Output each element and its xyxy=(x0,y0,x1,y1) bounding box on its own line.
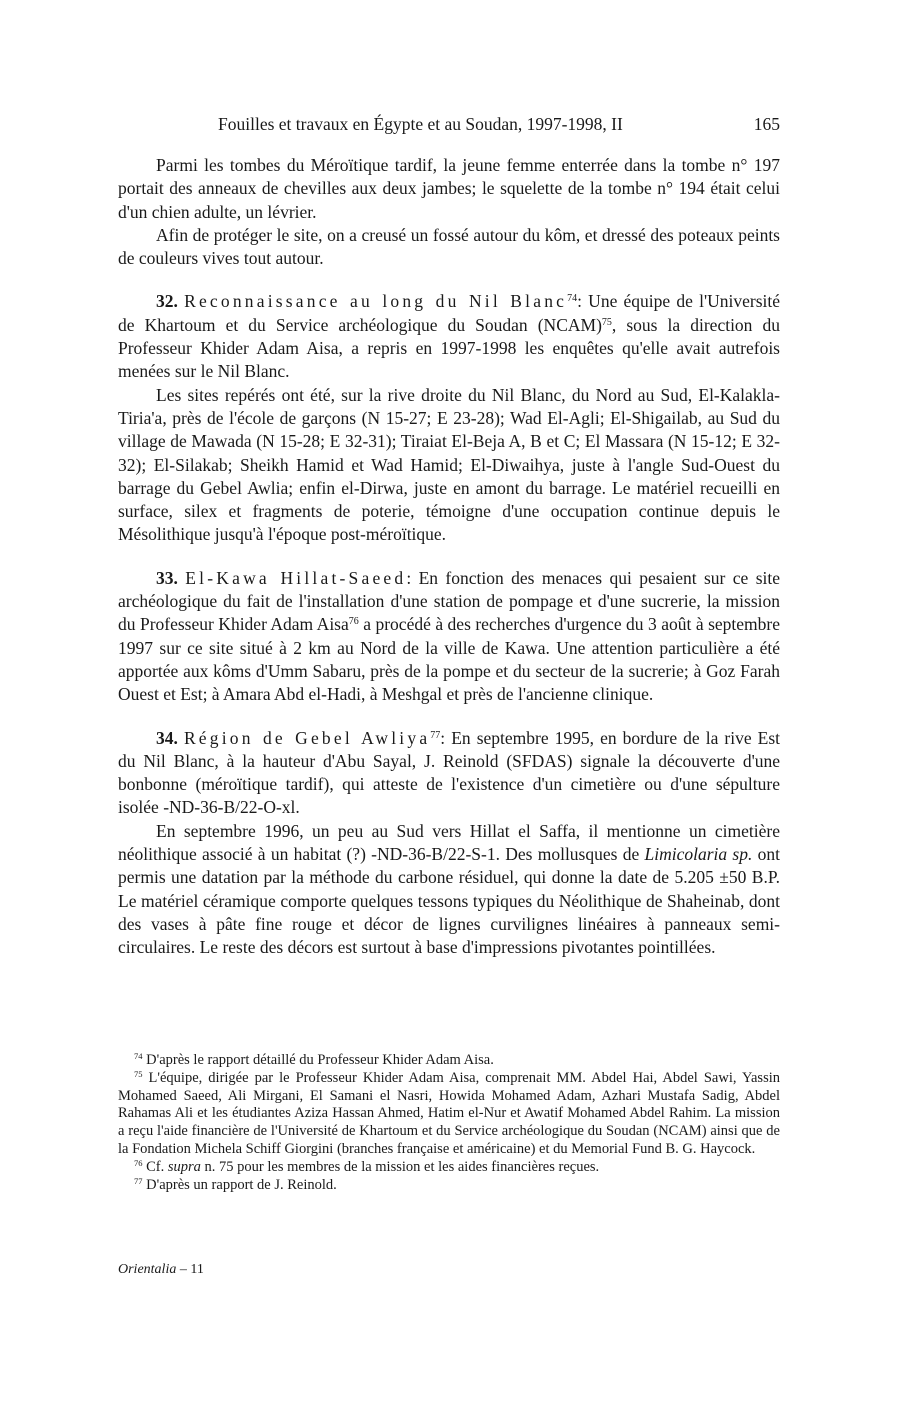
footnote-text: L'équipe, dirigée par le Professeur Khider Adam Aisa, comprenait MM. Abdel Hai, Abdel Sawi, Yassin Mohamed Saeed, Ali Mirgani, El Samani el Nasri, Howida Mohamed Adam, Azhari Mustafa Sadig, Abdel Rahamas Ali et les étudiantes Aziza Hassan Ahmed, Hatim el-Nur et Awatif Mohamed Abdel Rahim. La mission a reçu l'aide financière de l'Université de Khartoum et du Service archéologique du Soudan (NCAM) ainsi que de la Fondation Michela Schiff Giorgini (branches française et américaine) et du Memorial Fund B. G. Haycock. xyxy=(118,1069,780,1157)
section-number: 32. xyxy=(156,291,178,312)
section-number: 34. xyxy=(156,727,178,748)
section-number: 33. xyxy=(156,567,178,588)
section-title: Région de Gebel Awliya xyxy=(183,727,431,748)
paragraph-text: En septembre 1996, un peu au Sud vers Hillat el Saffa, il mentionne un cimetière néolithique associé à un habitat (?) -ND-36-B/22-S-1. Des mollusques de xyxy=(118,820,780,865)
section-32-paragraph xyxy=(118,290,780,383)
running-title: Fouilles et travaux en Égypte et au Soudan, 1997-1998, II xyxy=(218,114,623,134)
section-33-paragraph xyxy=(118,567,780,707)
signature-number: – 11 xyxy=(176,1262,204,1277)
footnote-ref: 77 xyxy=(430,729,441,741)
paragraph-text: ont permis une datation par la méthode du carbone résiduel, qui donne la date de 5.205 ±50 B.P. Le matériel céramique comporte quelques tessons typiques du Néolithique de Shaheinab, dont des vases à pâte fine rouge et décor de lignes curvilignes linéaires à panneaux semi-circulaires. Le reste des décors est surtout à base d'impressions pivotantes pointillées. xyxy=(118,844,780,958)
running-head xyxy=(118,112,780,140)
body-text xyxy=(118,154,780,960)
section-text: : En septembre 1995, en bordure de la rive Est du Nil Blanc, à la hauteur d'Abu Sayal, J. Reinold (SFDAS) signale la découverte d'une bonbonne (méroïtique tardif), qui atteste de l'existence d'un cimetière ou d'une sépulture isolée -ND-36-B/22-O-xl. xyxy=(118,727,781,818)
section-text: , sous la direction du Professeur Khider Adam Aisa, a repris en 1997-1998 les enquêtes qu'elle avait autrefois menées sur le Nil Blanc. xyxy=(118,314,780,382)
footnote-number: 74 xyxy=(134,1051,143,1061)
footnote-text: Cf. xyxy=(142,1158,168,1175)
footnote-text: D'après le rapport détaillé du Professeur Khider Adam Aisa. xyxy=(142,1052,494,1068)
footnote-number: 76 xyxy=(134,1157,143,1168)
footnote-74 xyxy=(118,1052,780,1070)
footnote-text: D'après un rapport de J. Reinold. xyxy=(142,1176,337,1193)
footnote-number: 77 xyxy=(134,1175,143,1186)
footnote-75 xyxy=(118,1070,780,1159)
printer-signature xyxy=(118,1262,204,1278)
footnote-number: 75 xyxy=(134,1068,143,1079)
taxon-name: Limicolaria sp. xyxy=(644,844,753,865)
section-text: : Une équipe de l'Université de Khartoum et du Service archéologique du Soudan (NCAM) xyxy=(118,291,780,335)
paragraph: Les sites repérés ont été, sur la rive droite du Nil Blanc, du Nord au Sud, El-Kalakla-Tiria'a, près de l'école de garçons (N 15-27; E 23-28); Wad El-Agli; El-Shigailab, au Sud du village de Mawada (N 15-28; E 32-31); Tiraiat El-Beja A, B et C; El Massara (N 15-12; E 32-32); El-Silakab; Sheikh Hamid et Wad Hamid; El-Diwaihya, juste à l'angle Sud-Ouest du barrage du Gebel Awlia; enfin el-Dirwa, juste en amont du barrage. Le matériel recueilli en surface, silex et fragments de poterie, témoigne d'une occupation continue depuis le Mésolithique jusqu'à l'époque post-méroïtique. xyxy=(118,384,780,545)
footnotes xyxy=(118,1052,780,1194)
page-number: 165 xyxy=(753,114,780,134)
section-text: : En fonction des menaces qui pesaient sur ce site archéologique du fait de l'installation d'une station de pompage et d'une sucrerie, la mission du Professeur Khider Adam Aisa xyxy=(118,567,781,635)
paragraph: Afin de protéger le site, on a creusé un fossé autour du kôm, et dressé des poteaux peints de couleurs vives tout autour. xyxy=(118,224,780,269)
section-text: a procédé à des recherches d'urgence du 3 août à septembre 1997 sur ce site situé à 2 km au Nord de la ville de Kawa. Une attention particulière a été apportée aux kôms d'Umm Sabaru, près de la pompe et du secteur de la sucrerie; à Goz Farah Ouest et Est; à Amara Abd el-Hadi, à Meshgal et près de l'ancienne clinique. xyxy=(118,614,780,705)
section-34-paragraph xyxy=(118,727,780,820)
footnote-text: n. 75 pour les membres de la mission et les aides financières reçues. xyxy=(200,1158,600,1175)
page-content xyxy=(118,112,780,960)
footnote-ref: 75 xyxy=(601,316,612,328)
footnote-ref: 74 xyxy=(567,293,578,305)
journal-name: Orientalia xyxy=(118,1262,177,1277)
footnote-italic: supra xyxy=(167,1158,201,1175)
section-title: El-Kawa Hillat-Saeed xyxy=(185,567,407,588)
footnote-77 xyxy=(118,1177,780,1195)
paragraph: Parmi les tombes du Méroïtique tardif, la jeune femme enterrée dans la tombe n° 197 portait des anneaux de chevilles aux deux jambes; le squelette de la tombe n° 194 était celui d'un chien adulte, un lévrier. xyxy=(118,155,780,222)
paragraph xyxy=(118,820,780,960)
footnote-ref: 76 xyxy=(348,616,359,628)
section-title: Reconnaissance au long du Nil Blanc xyxy=(184,291,568,312)
footnote-76 xyxy=(118,1159,780,1177)
